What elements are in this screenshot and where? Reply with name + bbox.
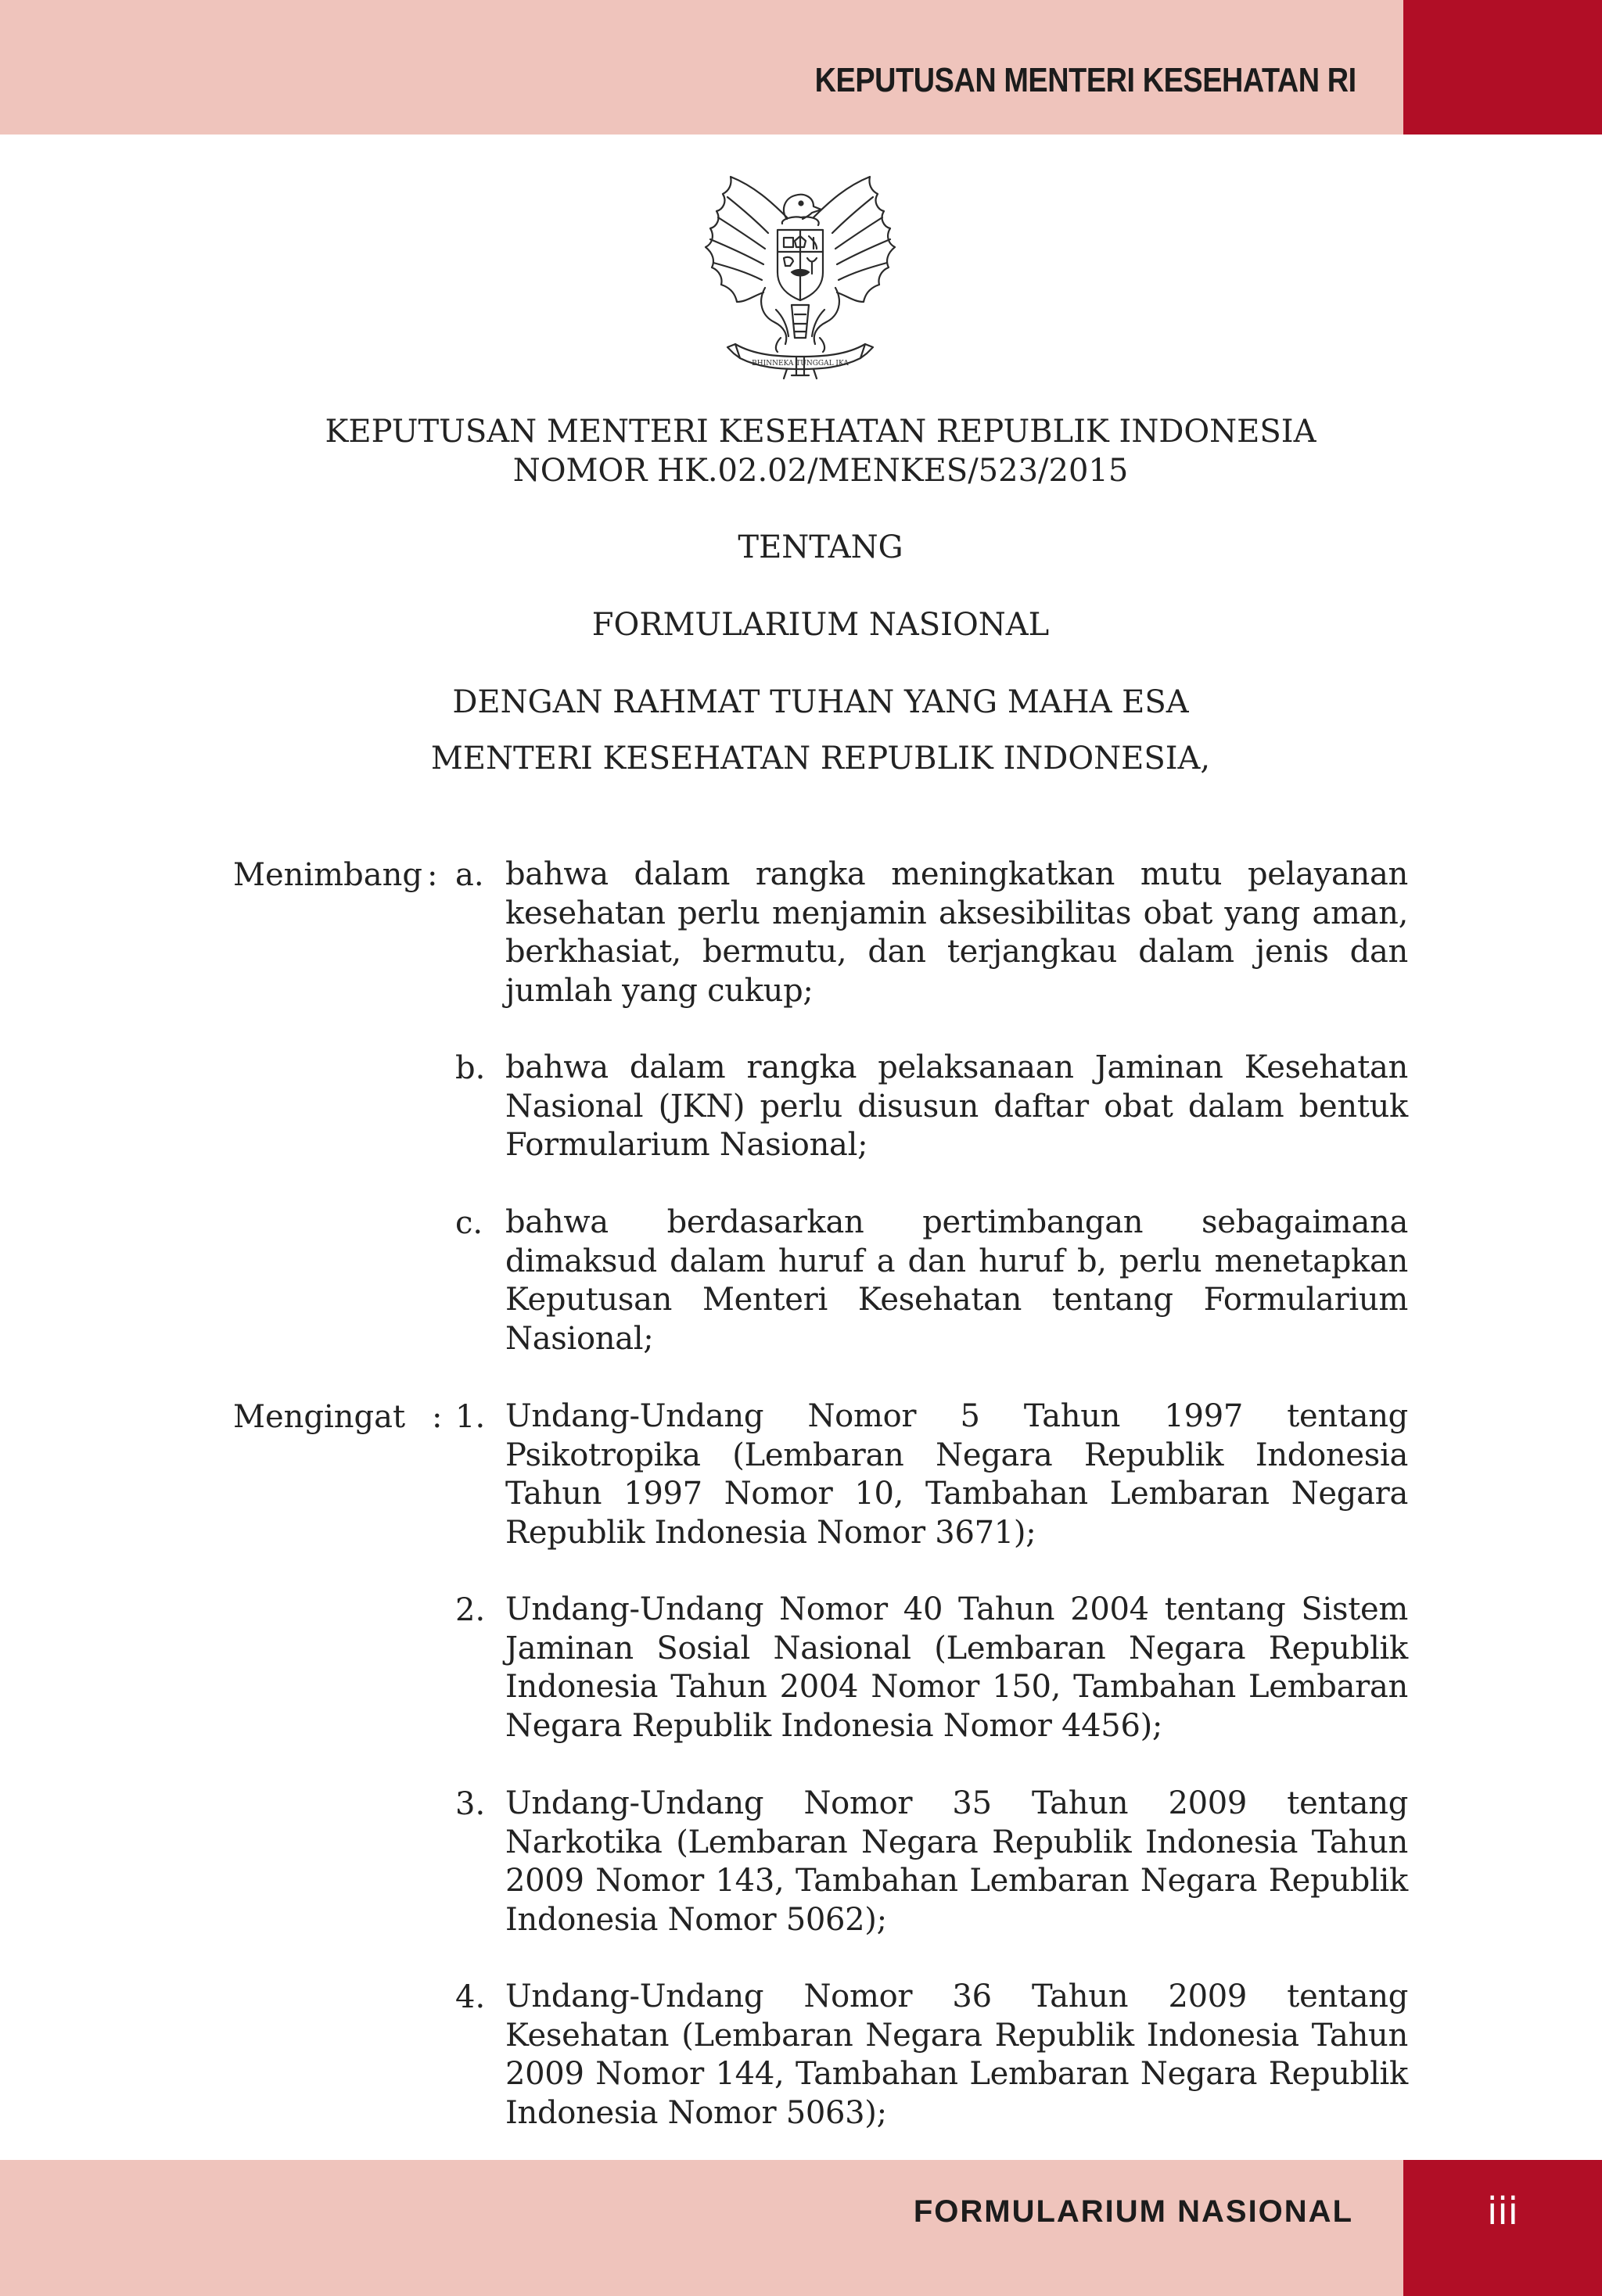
mengingat-label: Mengingat: [233, 1399, 406, 1435]
mengingat-item-text: Undang-Undang Nomor 36 Tahun 2009 tentang Kesehatan (Lembaran Negara Republik Indonesia Tahun 2009 Nomor 144, Tambahan Lembaran Negara Republik Indonesia Nomor 5063);: [505, 1979, 1408, 2131]
decree-title: KEPUTUSAN MENTERI KESEHATAN REPUBLIK INDONESIA: [325, 414, 1316, 450]
decree-about: TENTANG: [738, 529, 903, 565]
mengingat-marker: 1.: [455, 1399, 486, 1435]
running-footer-title: FORMULARIUM NASIONAL: [913, 2194, 1353, 2229]
menimbang-label: Menimbang: [233, 857, 422, 893]
menimbang-marker: c.: [455, 1205, 483, 1241]
mengingat-marker: 2.: [455, 1592, 486, 1628]
header-accent-block: [1403, 0, 1602, 135]
mengingat-marker: 4.: [455, 1979, 486, 2015]
menimbang-item-text: bahwa dalam rangka pelaksanaan Jaminan Kesehatan Nasional (JKN) perlu disusun daftar obat dalam bentuk Formularium Nasional;: [505, 1049, 1408, 1163]
mengingat-marker: 3.: [455, 1786, 486, 1822]
menimbang-colon: :: [427, 857, 438, 893]
menimbang-item-text: bahwa dalam rangka meningkatkan mutu pelayanan kesehatan perlu menjamin aksesibilitas obat yang aman, berkhasiat, bermutu, dan terjangkau dalam jenis dan jumlah yang cukup;: [505, 856, 1408, 1009]
menimbang-item-text: bahwa berdasarkan pertimbangan sebagaimana dimaksud dalam huruf a dan huruf b, perlu menetapkan Keputusan Menteri Kesehatan tentang Formularium Nasional;: [505, 1204, 1408, 1357]
mengingat-item-text: Undang-Undang Nomor 5 Tahun 1997 tentang Psikotropika (Lembaran Negara Republik Indonesia Tahun 1997 Nomor 10, Tambahan Lembaran Negara Republik Indonesia Nomor 3671);: [505, 1398, 1408, 1551]
decree-number: NOMOR HK.02.02/MENKES/523/2015: [512, 453, 1129, 489]
page-number: iii: [1486, 2190, 1518, 2233]
emblem-motto: BHINNEKA TUNGGAL IKA: [752, 360, 849, 368]
mengingat-item-text: Undang-Undang Nomor 40 Tahun 2004 tentang Sistem Jaminan Sosial Nasional (Lembaran Negara Republik Indonesia Tahun 2004 Nomor 150, Tambahan Lembaran Negara Republik Indonesia Nomor 4456);: [505, 1591, 1408, 1744]
garuda-pancasila-emblem-icon: [699, 170, 901, 383]
decree-issuer: MENTERI KESEHATAN REPUBLIK INDONESIA,: [430, 741, 1211, 777]
menimbang-marker: b.: [455, 1050, 486, 1086]
mengingat-item-text: Undang-Undang Nomor 35 Tahun 2009 tentang Narkotika (Lembaran Negara Republik Indonesia Tahun 2009 Nomor 143, Tambahan Lembaran Negara Republik Indonesia Nomor 5062);: [505, 1785, 1408, 1938]
mengingat-colon: :: [432, 1399, 443, 1435]
decree-invocation: DENGAN RAHMAT TUHAN YANG MAHA ESA: [452, 684, 1189, 720]
decree-subject: FORMULARIUM NASIONAL: [591, 607, 1050, 643]
running-header-title: KEPUTUSAN MENTERI KESEHATAN RI: [814, 61, 1356, 99]
menimbang-marker: a.: [455, 857, 484, 893]
